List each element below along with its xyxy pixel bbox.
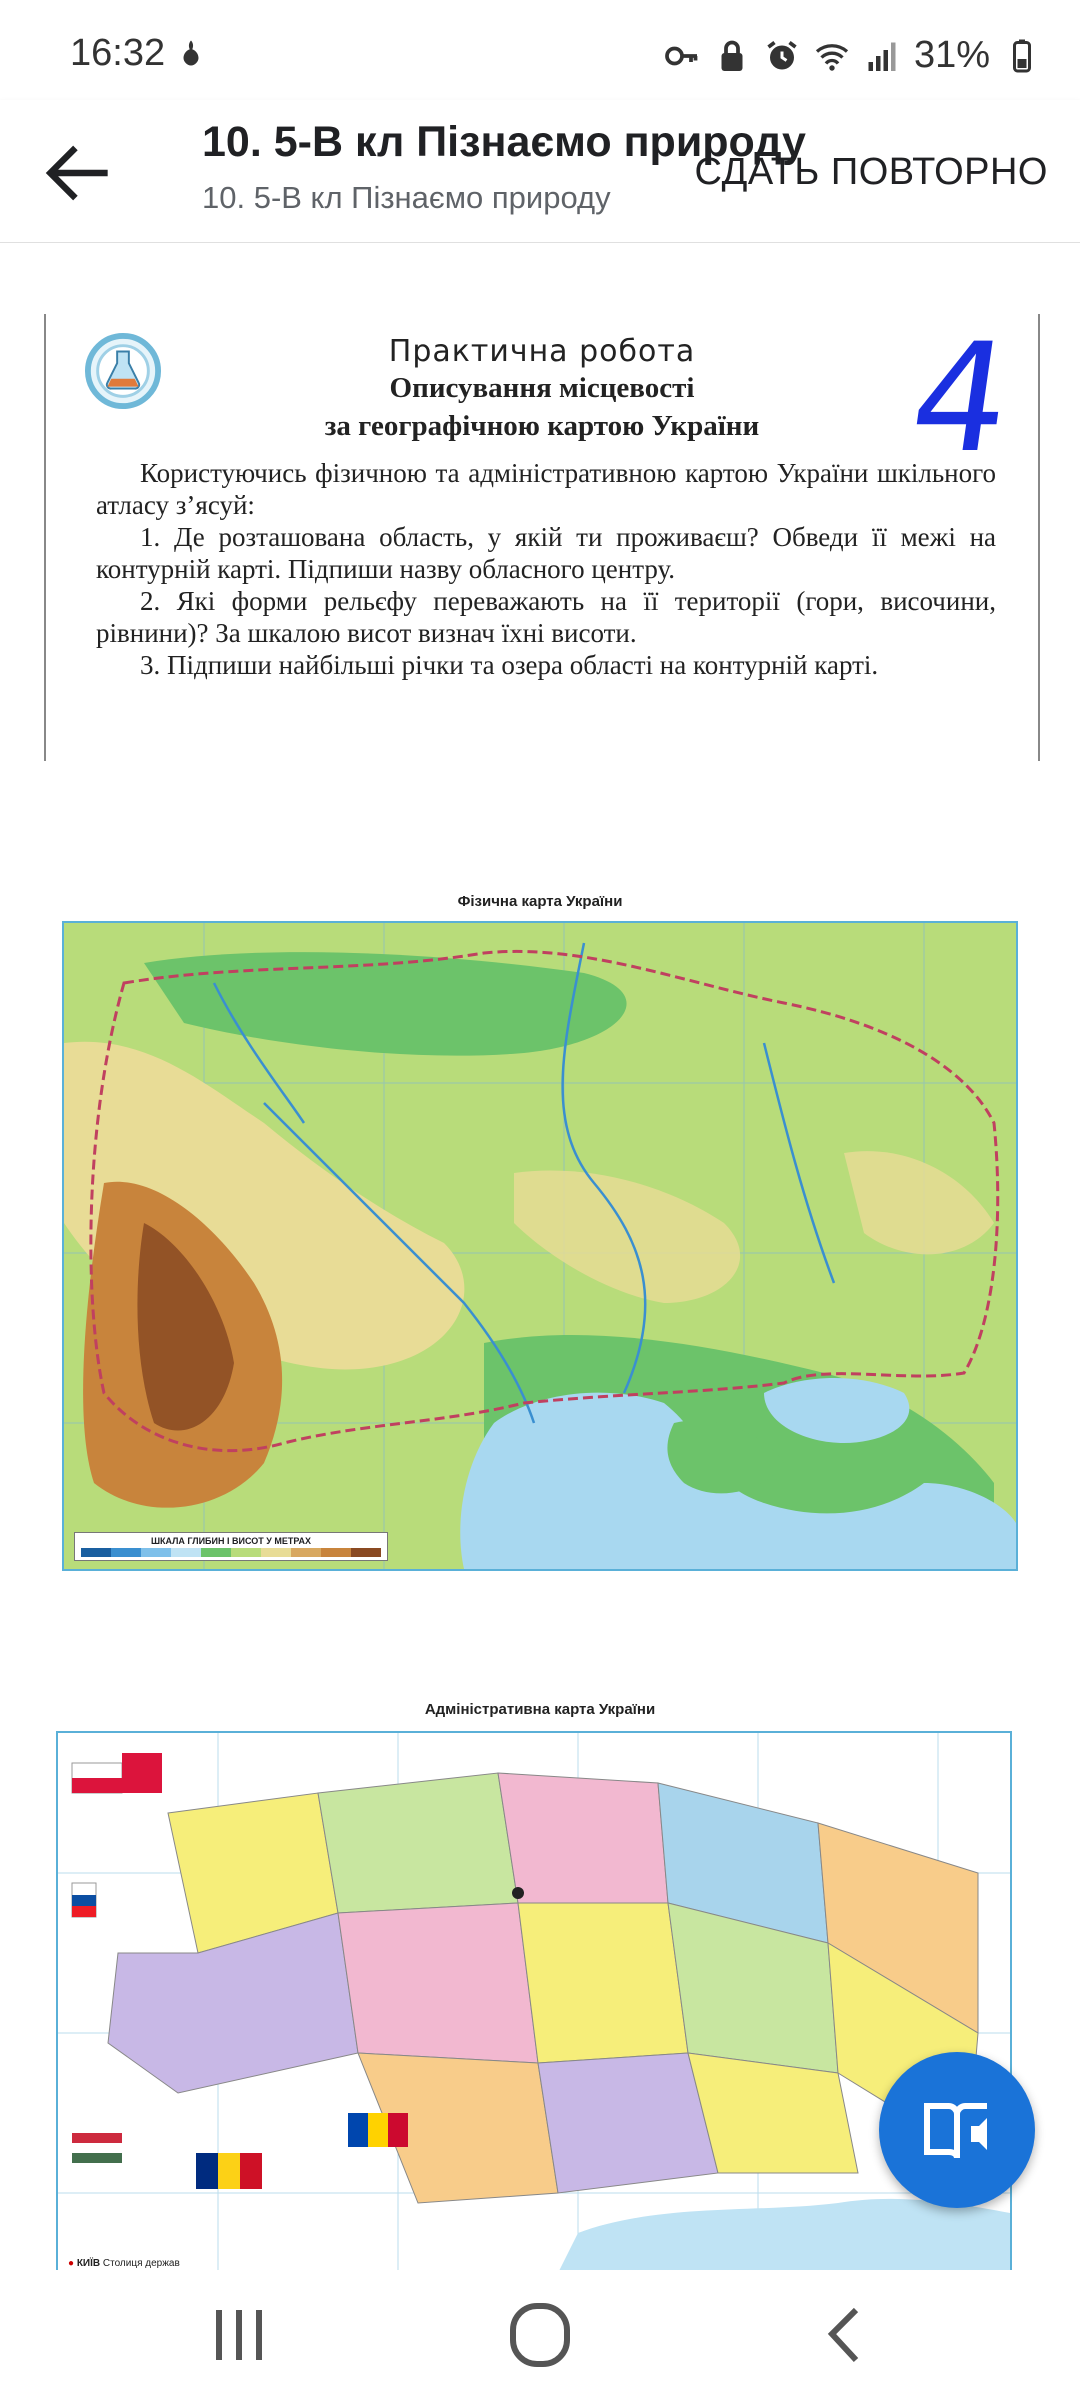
wifi-icon (814, 38, 850, 74)
task-intro: Користуючись фізичною та адміністративною картою України шкільного атласу з’ясуй: (96, 458, 996, 520)
physical-map (62, 921, 1018, 1571)
task-subtitle-1: Описування місцевості (389, 372, 695, 404)
alarm-icon (764, 38, 800, 74)
battery-icon (1004, 38, 1040, 74)
capital-legend-name: КИЇВ (76, 2258, 101, 2269)
recent-apps-icon[interactable] (195, 2300, 285, 2370)
capital-legend-label: Столиця держав (102, 2258, 180, 2269)
task-card (44, 314, 1040, 761)
admin-map-title: Адміністративна карта України (424, 1701, 656, 1718)
physical-map-title: Фізична карта України (457, 893, 623, 910)
admin-map (56, 1731, 1012, 2275)
physical-map-image (64, 923, 1016, 1569)
elevation-scale-title: ШКАЛА ГЛИБИН І ВИСОТ У МЕТРАХ (150, 1536, 312, 1546)
battery-percent: 31% (913, 34, 990, 76)
page-subtitle: 10. 5-В кл Пізнаємо природу (202, 180, 611, 215)
task-item-3: 3. Підпиши найбільші річки та озера області на контурній карті. (140, 650, 879, 680)
immersive-reader-icon (919, 2094, 995, 2166)
status-time: 16:32 (70, 32, 166, 74)
signal-icon (864, 38, 900, 74)
back-icon[interactable] (800, 2300, 890, 2370)
arrow-left-icon[interactable] (36, 130, 122, 216)
handwritten-grade: 4 (900, 312, 1021, 486)
app-bar (0, 100, 1080, 243)
immersive-reader-button[interactable] (879, 2052, 1035, 2208)
admin-map-block (44, 1701, 1036, 2270)
status-icons (664, 34, 1040, 77)
home-icon[interactable] (495, 2300, 585, 2370)
page-title: 10. 5-В кл Пізнаємо природу (202, 118, 806, 166)
elevation-scale-legend (74, 1532, 388, 1561)
capital-legend: ● КИЇВ Столиця держав (68, 2258, 180, 2269)
attachment-viewer[interactable] (0, 243, 1080, 2270)
incognito-icon (176, 38, 206, 68)
lock-icon (714, 38, 750, 74)
resubmit-button[interactable]: СДАТЬ ПОВТОРНО (684, 138, 1058, 206)
physical-map-block (44, 893, 1036, 1593)
key-icon (664, 38, 700, 74)
admin-map-image (58, 1733, 1010, 2273)
task-text (96, 457, 996, 681)
task-heading: Практична робота (388, 334, 696, 369)
task-subtitle-2: за географічною картою України (324, 410, 760, 442)
task-item-1: 1. Де розташована область, у якій ти проживаєш? Обведи її межі на контурній карті. Підпиши назву обласного центру. (96, 522, 996, 584)
status-bar (0, 0, 1080, 100)
task-item-2: 2. Які форми рельєфу переважають на її території (гори, височини, рівнини)? За шкалою висот визнач їхні висоти. (96, 586, 996, 648)
elevation-scale-bar (81, 1548, 381, 1557)
system-nav-bar (0, 2270, 1080, 2400)
